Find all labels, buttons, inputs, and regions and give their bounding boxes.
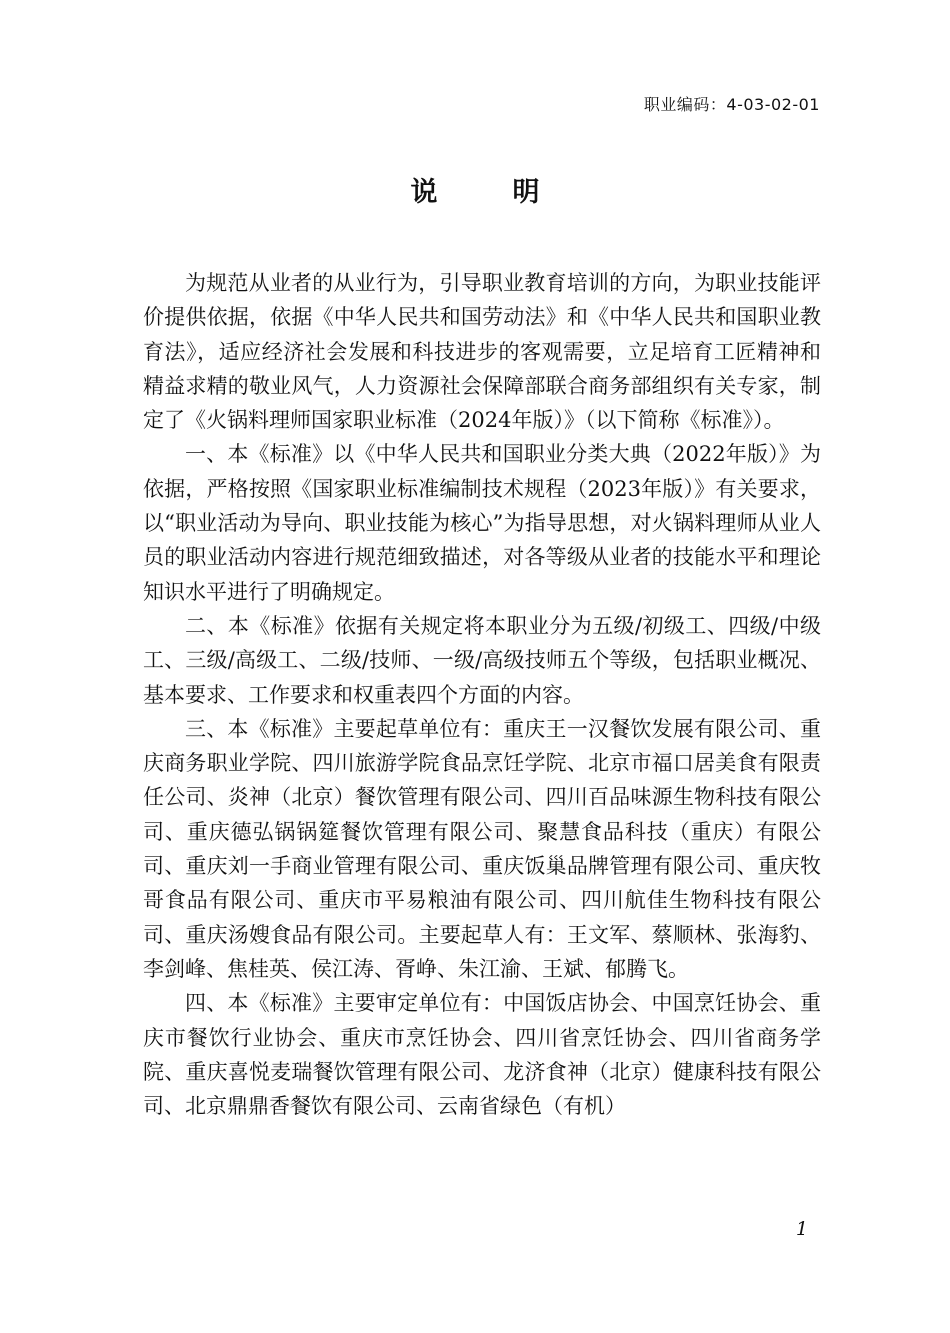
intro-paragraph: 为规范从业者的从业行为，引导职业教育培训的方向，为职业技能评价提供依据，依据《中华人民共和国劳动法》和《中华人民共和国职业教育法》，适应经济社会发展和科技进步的客观需要，立足培育工匠精神和精益求精的敬业风气，人力资源社会保障部联合商务部组织有关专家，制定了《火锅料理师国家职业标准（2024年版）》（以下简称《标准》）。	[143, 271, 821, 433]
document-body	[143, 266, 821, 1123]
section-two-paragraph: 二、本《标准》依据有关规定将本职业分为五级/初级工、四级/中级工、三级/高级工、二级/技师、一级/高级技师五个等级，包括职业概况、基本要求、工作要求和权重表四个方面的内容。	[143, 613, 821, 707]
section-one-paragraph: 一、本《标准》以《中华人民共和国职业分类大典（2022年版）》为依据，严格按照《国家职业标准编制技术规程（2023年版）》有关要求，以“职业活动为导向、职业技能为核心”为指导思想，对火锅料理师从业人员的职业活动内容进行规范细致描述，对各等级从业者的技能水平和理论知识水平进行了明确规定。	[143, 442, 821, 604]
occupation-code: 职业编码：4-03-02-01	[643, 95, 820, 114]
page-number: 1	[795, 1218, 808, 1240]
section-three-paragraph: 三、本《标准》主要起草单位有：重庆王一汉餐饮发展有限公司、重庆商务职业学院、四川旅游学院食品烹饪学院、北京市福口居美食有限责任公司、炎神（北京）餐饮管理有限公司、四川百品味源生物科技有限公司、重庆德弘锅锅筵餐饮管理有限公司、聚慧食品科技（重庆）有限公司、重庆刘一手商业管理有限公司、重庆饭巢品牌管理有限公司、重庆牧哥食品有限公司、重庆市平易粮油有限公司、四川航佳生物科技有限公司、重庆汤嫂食品有限公司。主要起草人有：王文军、蔡顺林、张海豹、李剑峰、焦桂英、侯江涛、胥峥、朱江渝、王斌、郁腾飞。	[143, 716, 821, 981]
section-four-paragraph: 四、本《标准》主要审定单位有：中国饭店协会、中国烹饪协会、重庆市餐饮行业协会、重庆市烹饪协会、四川省烹饪协会、四川省商务学院、重庆喜悦麦瑞餐饮管理有限公司、龙济食神（北京）健康科技有限公司、北京鼎鼎香餐饮有限公司、云南省绿色（有机）	[143, 991, 821, 1119]
page-title: 说明	[410, 177, 615, 208]
